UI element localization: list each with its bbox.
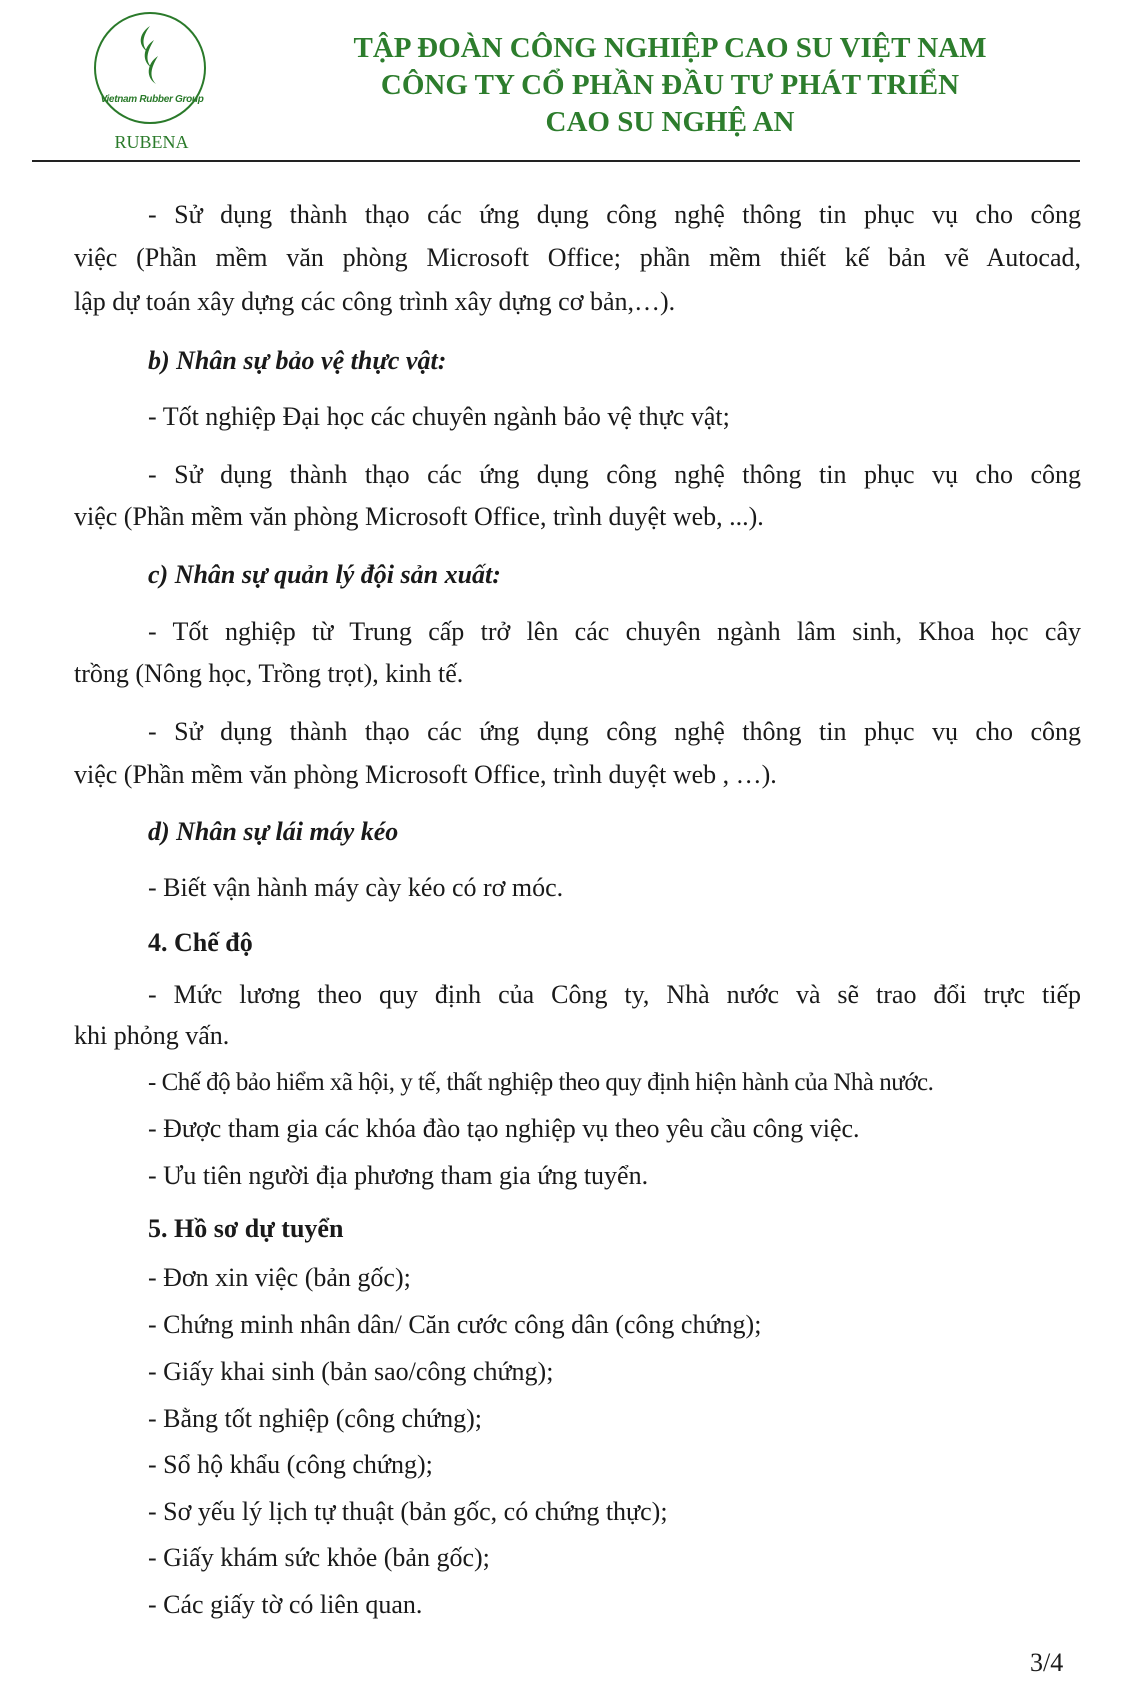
text-line: - Sử dụng thành thạo các ứng dụng công nghệ thông tin phục vụ cho công xyxy=(148,717,1081,746)
list-item: - Giấy khai sinh (bản sao/công chứng); xyxy=(148,1357,554,1386)
company-line-1: TẬP ĐOÀN CÔNG NGHIỆP CAO SU VIỆT NAM xyxy=(353,32,987,64)
letterhead xyxy=(0,0,1143,170)
text-line: - Sử dụng thành thạo các ứng dụng công nghệ thông tin phục vụ cho công xyxy=(148,200,1081,229)
header-rule xyxy=(32,160,1080,162)
list-item: - Các giấy tờ có liên quan. xyxy=(148,1590,423,1619)
text-line: - Sử dụng thành thạo các ứng dụng công nghệ thông tin phục vụ cho công xyxy=(148,460,1081,489)
text-line: việc (Phần mềm văn phòng Microsoft Office, trình duyệt web, ...). xyxy=(74,502,764,531)
text-line: - Được tham gia các khóa đào tạo nghiệp vụ theo yêu cầu công việc. xyxy=(148,1114,860,1143)
page-number: 3/4 xyxy=(1030,1648,1064,1677)
list-item: - Sổ hộ khẩu (công chứng); xyxy=(148,1450,433,1479)
rubber-leaf-icon xyxy=(124,22,176,92)
list-item: - Bằng tốt nghiệp (công chứng); xyxy=(148,1404,482,1433)
subsection-heading: d) Nhân sự lái máy kéo xyxy=(148,817,399,846)
text-line: - Mức lương theo quy định của Công ty, Nhà nước và sẽ trao đổi trực tiếp xyxy=(148,980,1081,1009)
company-logo xyxy=(94,12,209,157)
list-item: - Chứng minh nhân dân/ Căn cước công dân (công chứng); xyxy=(148,1310,762,1339)
text-line: lập dự toán xây dựng các công trình xây dựng cơ bản,…). xyxy=(74,287,676,316)
list-item: - Giấy khám sức khỏe (bản gốc); xyxy=(148,1543,490,1572)
list-item: - Đơn xin việc (bản gốc); xyxy=(148,1263,411,1292)
text-line: - Tốt nghiệp Đại học các chuyên ngành bảo vệ thực vật; xyxy=(148,402,730,431)
text-line: trồng (Nông học, Trồng trọt), kinh tế. xyxy=(74,659,464,688)
subsection-heading: c) Nhân sự quản lý đội sản xuất: xyxy=(148,560,501,589)
logo-name: RUBENA xyxy=(114,132,189,152)
list-item: - Sơ yếu lý lịch tự thuật (bản gốc, có chứng thực); xyxy=(148,1497,668,1526)
logo-group-text: Vietnam Rubber Group xyxy=(100,94,204,105)
text-line: - Biết vận hành máy cày kéo có rơ móc. xyxy=(148,873,564,902)
text-line: - Chế độ bảo hiểm xã hội, y tế, thất nghiệp theo quy định hiện hành của Nhà nước. xyxy=(148,1069,934,1096)
company-name xyxy=(230,30,1110,141)
company-line-2: CÔNG TY CỔ PHẦN ĐẦU TƯ PHÁT TRIỂN xyxy=(380,69,960,101)
company-line-3: CAO SU NGHỆ AN xyxy=(545,106,795,138)
section-heading: 4. Chế độ xyxy=(148,928,253,957)
text-line: khi phỏng vấn. xyxy=(74,1021,230,1050)
text-line: việc (Phần mềm văn phòng Microsoft Office, trình duyệt web , …). xyxy=(74,760,777,789)
subsection-heading: b) Nhân sự bảo vệ thực vật: xyxy=(148,346,447,375)
text-line: - Ưu tiên người địa phương tham gia ứng tuyển. xyxy=(148,1161,649,1190)
text-line: việc (Phần mềm văn phòng Microsoft Office; phần mềm thiết kế bản vẽ Autocad, xyxy=(74,243,1081,272)
section-heading: 5. Hồ sơ dự tuyển xyxy=(148,1214,344,1243)
text-line: - Tốt nghiệp từ Trung cấp trở lên các chuyên ngành lâm sinh, Khoa học cây xyxy=(148,617,1081,646)
